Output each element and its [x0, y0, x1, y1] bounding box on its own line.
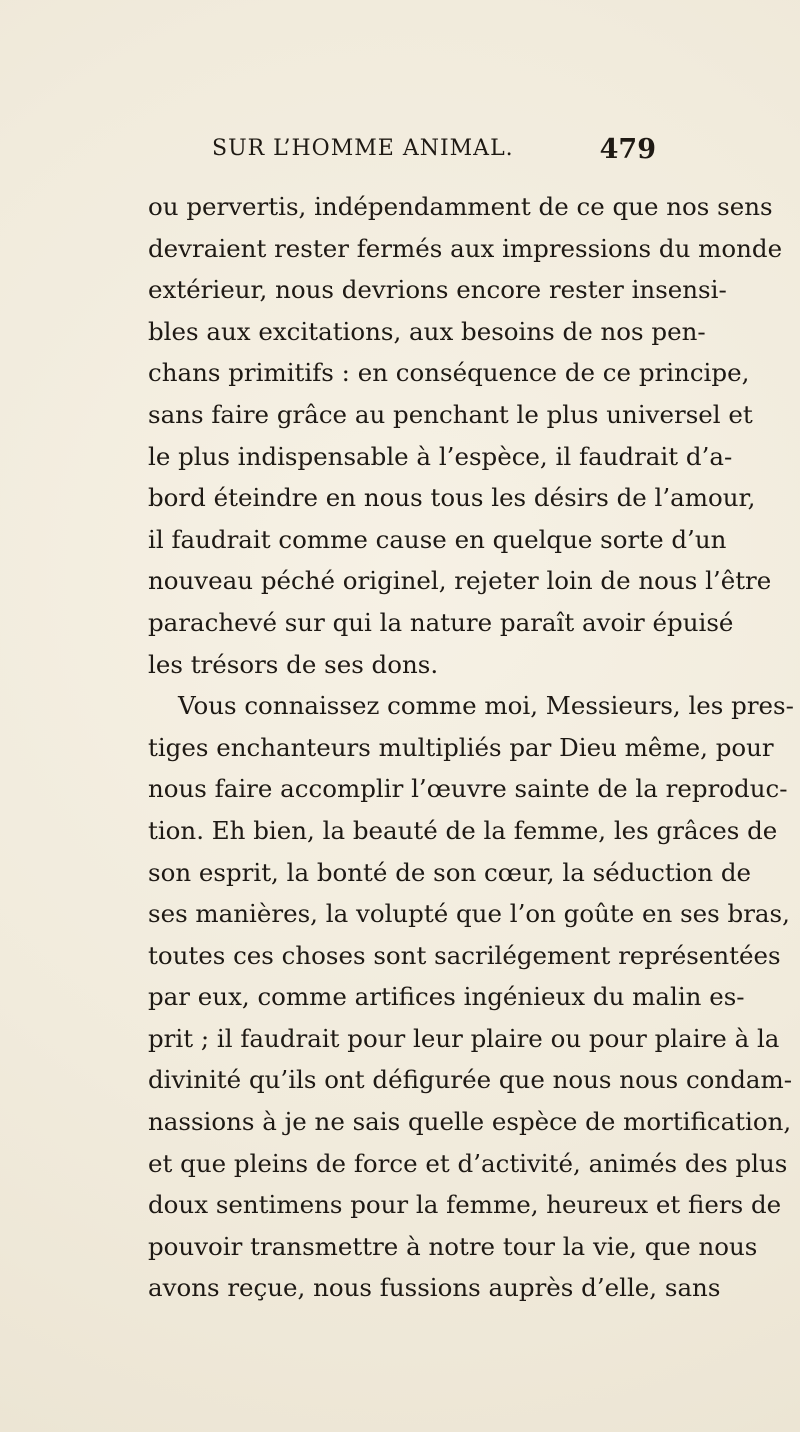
- text-line: chans primitifs : en conséquence de ce principe,: [148, 358, 750, 388]
- text-line: avons reçue, nous fussions auprès d’elle, sans: [148, 1273, 721, 1303]
- text-line: sans faire grâce au penchant le plus universel et: [148, 399, 753, 429]
- text-line: tiges enchanteurs multipliés par Dieu même, pour: [148, 732, 774, 762]
- text-line: nassions à je ne sais quelle espèce de mortification,: [148, 1107, 792, 1137]
- text-line: prit ; il faudrait pour leur plaire ou pour plaire à la: [148, 1023, 780, 1053]
- text-line: doux sentimens pour la femme, heureux et fiers de: [148, 1190, 782, 1220]
- text-line: nouveau péché originel, rejeter loin de nous l’être: [148, 566, 772, 596]
- page-number: 479: [599, 134, 656, 165]
- paragraph-end-line: les trésors de ses dons.: [148, 649, 439, 679]
- text-line: par eux, comme artifices ingénieux du malin es-: [148, 982, 745, 1012]
- text-line: nous faire accomplir l’œuvre sainte de la reproduc-: [148, 774, 788, 804]
- text-line: bord éteindre en nous tous les désirs de l’amour,: [148, 483, 756, 513]
- text-line: ou pervertis, indépendamment de ce que nos sens: [148, 192, 773, 221]
- text-line: le plus indispensable à l’espèce, il faudrait d’a-: [148, 441, 733, 471]
- text-line: devraient rester fermés aux impressions du monde: [148, 233, 783, 263]
- text-line: extérieur, nous devrions encore rester insensi-: [148, 275, 727, 305]
- running-title: SUR L’HOMME ANIMAL.: [212, 136, 514, 161]
- body-text: [148, 186, 794, 1309]
- text-line: bles aux excitations, aux besoins de nos pen-: [148, 316, 706, 346]
- text-line: parachevé sur qui la nature paraît avoir épuisé: [148, 607, 734, 637]
- text-line: ses manières, la volupté que l’on goûte en ses bras,: [148, 899, 790, 929]
- paragraph-start-line: Vous connaissez comme moi, Messieurs, les pres-: [178, 691, 794, 721]
- text-line: pouvoir transmettre à notre tour la vie, que nous: [148, 1231, 758, 1261]
- running-head: [212, 134, 656, 174]
- text-line: tion. Eh bien, la beauté de la femme, les grâces de: [148, 815, 778, 845]
- text-line: il faudrait comme cause en quelque sorte d’un: [148, 524, 727, 554]
- text-line: et que pleins de force et d’activité, animés des plus: [148, 1148, 788, 1178]
- text-line: toutes ces choses sont sacrilégement représentées: [148, 940, 781, 970]
- text-line: divinité qu’ils ont défigurée que nous nous condam-: [148, 1065, 793, 1095]
- text-line: son esprit, la bonté de son cœur, la séduction de: [148, 857, 752, 887]
